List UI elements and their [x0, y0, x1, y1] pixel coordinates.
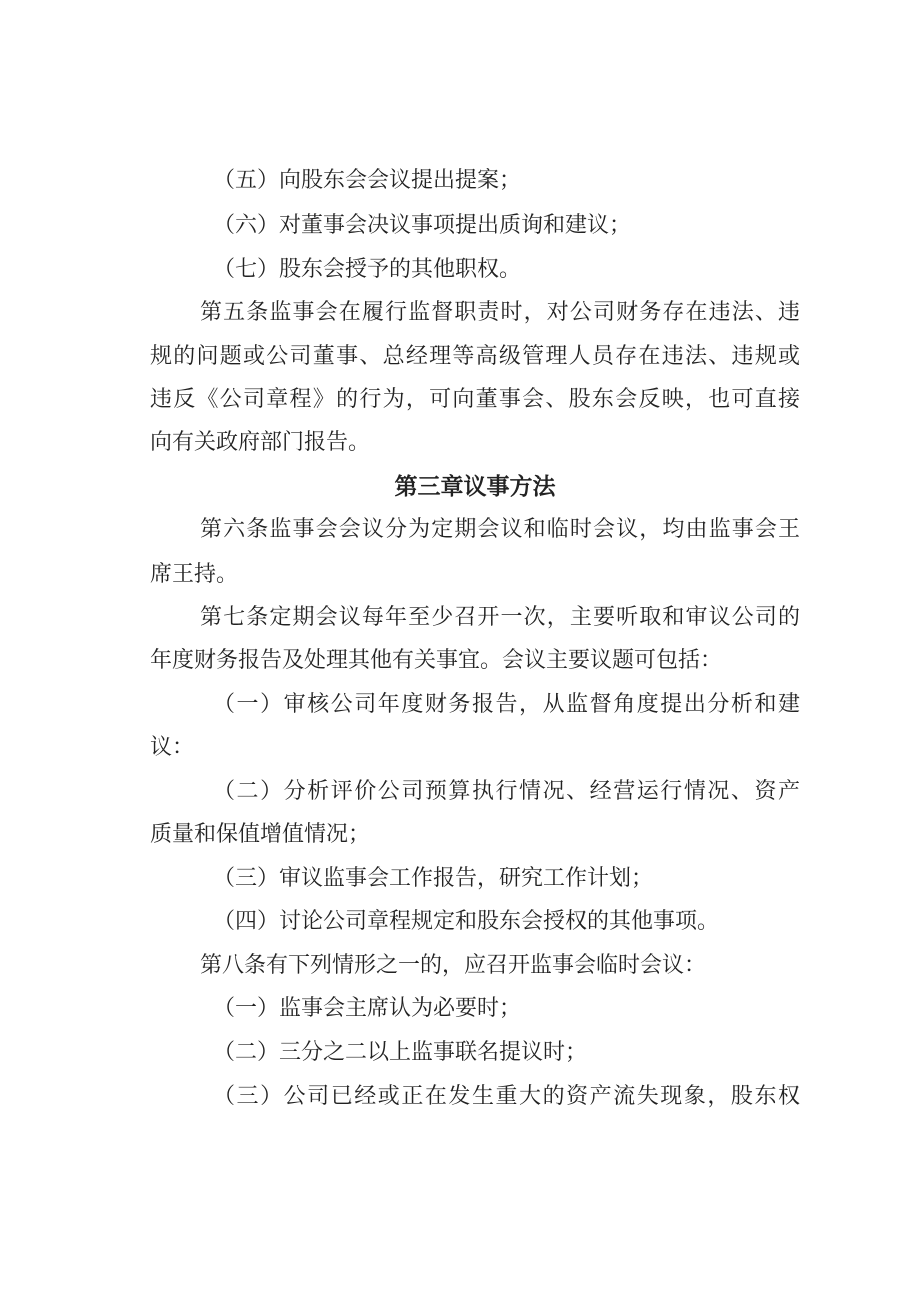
list-item: （七）股东会授予的其他职权。 — [213, 257, 522, 282]
list-item: （二）分析评价公司预算执行情况、经营运行情况、资产 — [213, 779, 800, 804]
paragraph-line: 席王持。 — [150, 562, 239, 587]
list-item: 质量和保值增值情况； — [150, 822, 371, 847]
paragraph-line: 规的问题或公司董事、总经理等高级管理人员存在违法、违规或 — [150, 344, 800, 369]
paragraph-line: 年度财务报告及处理其他有关事宜。会议主要议题可包括： — [150, 648, 723, 673]
list-item: （三）审议监事会工作报告，研究工作计划； — [213, 866, 654, 891]
paragraph-line: 第八条有下列情形之一的，应召开监事会临时会议： — [200, 953, 707, 978]
list-item: （四）讨论公司章程规定和股东会授权的其他事项。 — [213, 909, 720, 934]
list-item: （一）审核公司年度财务报告，从监督角度提出分析和建 — [213, 692, 800, 717]
paragraph-line: 违反《公司章程》的行为，可向董事会、股东会反映，也可直接 — [150, 387, 800, 412]
list-item: （五）向股东会会议提出提案； — [213, 168, 522, 193]
list-item: （三）公司已经或正在发生重大的资产流失现象，股东权 — [213, 1084, 800, 1109]
list-item: （六）对董事会决议事项提出质询和建议； — [213, 213, 632, 238]
paragraph-line: 第六条监事会会议分为定期会议和临时会议，均由监事会王 — [200, 517, 800, 542]
list-item: 议： — [150, 735, 195, 760]
list-item: （一）监事会主席认为必要时； — [213, 996, 522, 1021]
paragraph-line: 第五条监事会在履行监督职责时，对公司财务存在违法、违 — [200, 300, 800, 325]
paragraph-line: 向有关政府部门报告。 — [150, 430, 371, 455]
chapter-heading: 第三章议事方法 — [394, 474, 556, 500]
list-item: （二）三分之二以上监事联名提议时； — [213, 1040, 588, 1065]
paragraph-line: 第七条定期会议每年至少召开一次，主要听取和审议公司的 — [200, 605, 800, 630]
